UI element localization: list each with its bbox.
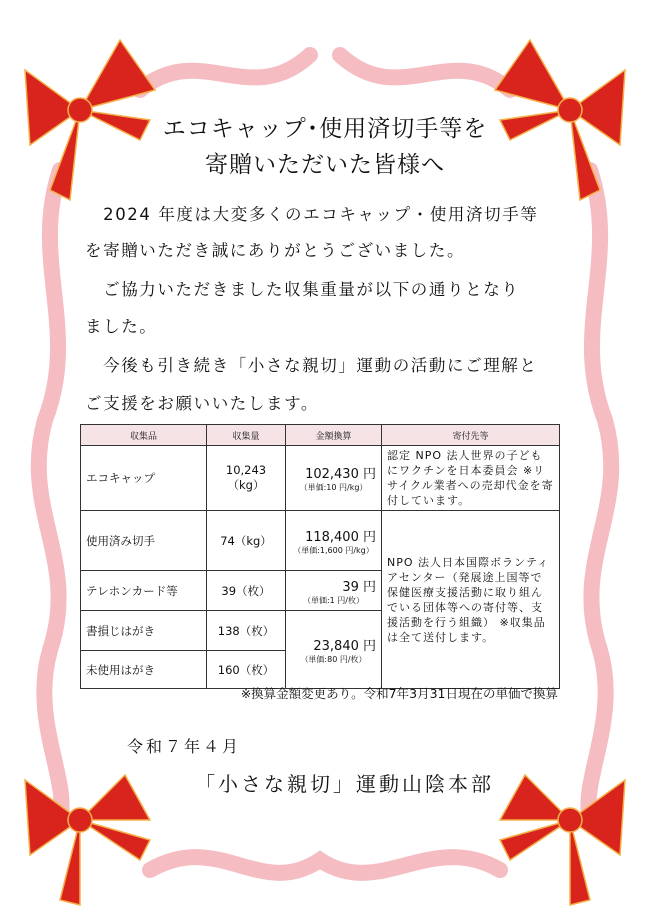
- ribbon-bottom: [150, 857, 500, 873]
- ribbon-left: [39, 170, 62, 820]
- page-title-line2: 寄贈いただいた皆様へ: [205, 152, 445, 178]
- qty-cell: 160（枚）: [207, 651, 286, 689]
- item-cell: 未使用はがき: [81, 651, 207, 689]
- item-cell: 書損じはがき: [81, 611, 207, 651]
- conversion-note: ※換算金額変更あり。令和7年3月31日現在の単価で換算: [240, 686, 558, 701]
- item-cell: エコキャップ: [81, 446, 207, 511]
- unit-price: （単価:10 円/kg）: [299, 483, 368, 492]
- amount-value: 39 円: [342, 579, 376, 595]
- qty-cell: 138（枚）: [207, 611, 286, 651]
- ribbon-top: [140, 55, 510, 90]
- issue-date: 令和７年４月: [127, 737, 242, 756]
- amount-value: 23,840 円: [313, 638, 376, 654]
- table-row: [81, 446, 560, 511]
- unit-price: （単価:80 円/枚）: [300, 654, 367, 664]
- destination-cell: NPO 法人日本国際ボランティアセンター（発展途上国等で保健医療支援活動に取り組んでいる団体等への寄付等、支援活動を行う組織） ※収集品は全て送付します。: [382, 511, 560, 689]
- amount-cell: [286, 511, 382, 571]
- destination-cell: 認定 NPO 法人世界の子どもにワクチンを日本委員会 ※リサイクル業者への売却代金を寄付しています。: [382, 446, 560, 511]
- item-cell: 使用済み切手: [81, 511, 207, 571]
- amount-value: 102,430 円: [305, 467, 376, 482]
- qty-cell: 39（枚）: [207, 571, 286, 611]
- body-text: ました。: [85, 317, 158, 336]
- body-text: ご支援をお願いいたします。: [85, 394, 319, 413]
- collection-table: [80, 424, 560, 689]
- body-text: ご協力いただきました収集重量が以下の通りとなり: [85, 280, 520, 299]
- body-text: 2024 年度は大変多くのエコキャップ・使用済切手等: [85, 205, 539, 224]
- item-cell: テレホンカード等: [81, 571, 207, 611]
- header-qty: 収集量: [207, 425, 286, 446]
- body-text: 今後も引き続き「小さな親切」運動の活動にご理解と: [85, 356, 538, 375]
- amount-cell: [286, 571, 382, 611]
- amount-cell: [286, 611, 382, 689]
- qty-cell: 74（kg）: [207, 511, 286, 571]
- header-item: 収集品: [81, 425, 207, 446]
- body-text: を寄贈いただき誠にありがとうございました。: [85, 241, 466, 260]
- unit-price: （単価:1 円/枚）: [302, 595, 365, 605]
- qty-cell: 10,243（kg）: [207, 446, 286, 511]
- organization-name: 「小さな親切」運動山陰本部: [195, 772, 494, 796]
- amount-value: 118,400 円: [305, 529, 376, 545]
- page-title-line1: エコキャップ･使用済切手等を: [162, 116, 488, 142]
- unit-price: （単価:1,600 円/kg）: [293, 545, 374, 555]
- ribbon-right: [588, 170, 611, 820]
- table-row: [81, 511, 560, 571]
- table-header-row: [81, 425, 560, 446]
- header-destination: 寄付先等: [382, 425, 560, 446]
- amount-cell: [286, 446, 382, 511]
- header-amount: 金額換算: [286, 425, 382, 446]
